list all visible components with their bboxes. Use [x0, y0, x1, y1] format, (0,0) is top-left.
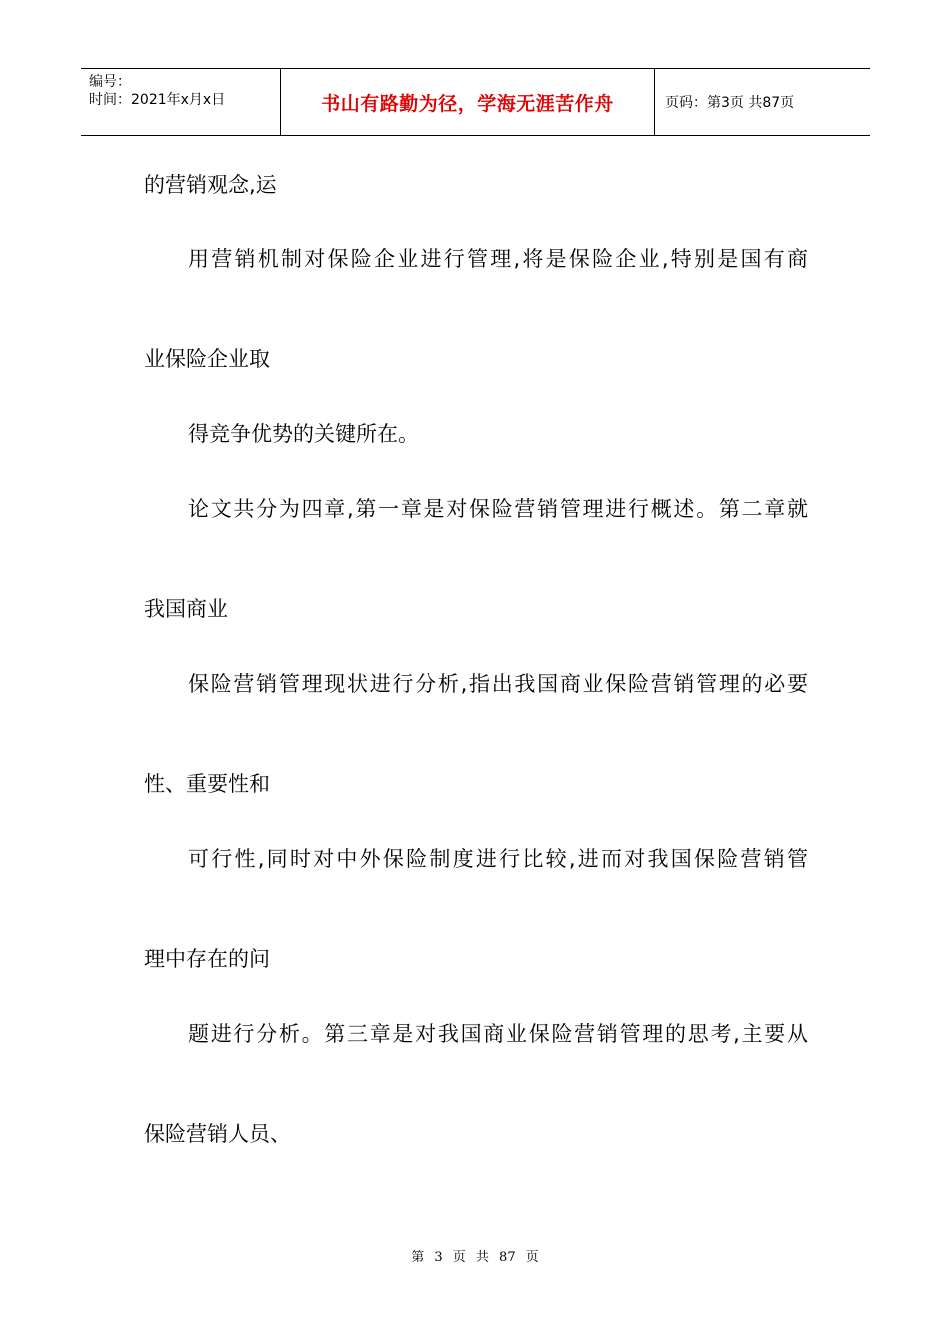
- body-line: 论文共分为四章,第一章是对保险营销管理进行概述。第二章就: [188, 497, 808, 521]
- body-line: 用营销机制对保险企业进行管理,将是保险企业,特别是国有商: [188, 247, 808, 271]
- body-line: 题进行分析。第三章是对我国商业保险营销管理的思考,主要从: [188, 1022, 808, 1046]
- body-line: 性、重要性和: [144, 772, 270, 796]
- body-line: 我国商业: [144, 597, 228, 621]
- header-motto: 书山有路勤为径，学海无涯苦作舟: [321, 92, 614, 115]
- body-line: 业保险企业取: [144, 347, 270, 371]
- header-motto-cell: [281, 69, 655, 135]
- header-meta-cell: [81, 69, 281, 135]
- body-line: 保险营销人员、: [144, 1122, 291, 1146]
- header-number-label: 编号：: [89, 74, 131, 90]
- header-date-label: 时间：2021年x月x日: [89, 92, 226, 108]
- body-line: 保险营销管理现状进行分析,指出我国商业保险营销管理的必要: [188, 672, 808, 696]
- header-page-info: 页码：第3页 共87页: [665, 95, 795, 111]
- body-line: 的营销观念,运: [144, 173, 277, 197]
- header-page-cell: [655, 69, 870, 135]
- body-line: 理中存在的问: [144, 947, 270, 971]
- page-footer: 第 3 页 共 87 页: [411, 1250, 539, 1265]
- body-line: 可行性,同时对中外保险制度进行比较,进而对我国保险营销管: [188, 847, 808, 871]
- document-header: [81, 68, 870, 136]
- body-line: 得竞争优势的关键所在。: [188, 422, 419, 446]
